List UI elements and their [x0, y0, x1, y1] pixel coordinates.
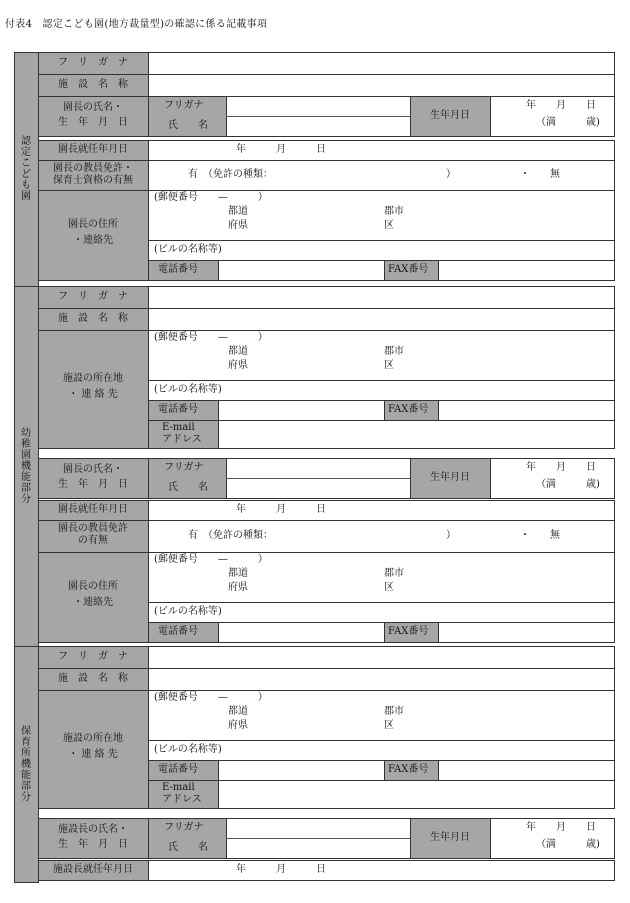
form-label: 有 （免許の種類： [188, 530, 273, 541]
form-label: アドレス [162, 434, 202, 445]
form-label: フ リ ガ ナ [58, 291, 128, 302]
form-label: 施設長の氏名・ [58, 824, 128, 835]
form-label: 電話番号 [158, 264, 198, 275]
form-label: ） [446, 169, 456, 180]
form-label: 郡市 [384, 706, 404, 717]
form-label: 園長の教員免許・ [53, 163, 133, 174]
form-label: フ リ ガ ナ [58, 651, 128, 662]
form-label: ・連絡先 [73, 597, 113, 608]
facility-name-input[interactable] [148, 308, 615, 331]
form-label: 年 月 日 [526, 462, 596, 473]
form-label: 施設の所在地 [63, 733, 123, 744]
form-label: 生年月日 [430, 110, 470, 121]
form-label: (郵便番号 — ） [154, 554, 268, 565]
form-label: 施設の所在地 [63, 373, 123, 384]
form-label: 生 年 月 日 [58, 479, 128, 490]
furigana-input[interactable] [148, 286, 615, 309]
form-label: 園長の氏名・ [63, 464, 123, 475]
form-label: ・ 連 絡 先 [68, 389, 118, 400]
form-label: フリガナ [164, 822, 204, 833]
form-label: 郡市 [384, 568, 404, 579]
form-label: 施 設 名 称 [58, 313, 128, 324]
form-label: 都道 [228, 206, 248, 217]
form-label: (ビルの名称等) [154, 244, 222, 255]
form-label: 保育士資格の有無 [53, 175, 133, 186]
phone-input[interactable] [218, 400, 385, 421]
fax-input[interactable] [438, 260, 615, 281]
form-label: 生年月日 [430, 472, 470, 483]
form-label: FAX番号 [388, 626, 429, 637]
divider-line [226, 116, 410, 117]
form-label: 生年月日 [430, 832, 470, 843]
divider-line [226, 478, 410, 479]
form-label: 郡市 [384, 346, 404, 357]
section-kindergarten-label: 幼稚園機能部分 [21, 427, 31, 505]
phone-input[interactable] [218, 760, 385, 781]
form-label: 電話番号 [158, 626, 198, 637]
form-label: 施 設 名 称 [58, 673, 128, 684]
form-label: 府県 [228, 582, 248, 593]
form-label: ・ 無 [520, 169, 560, 180]
phone-input[interactable] [218, 260, 385, 281]
form-label: (郵便番号 — ） [154, 192, 268, 203]
email-input[interactable] [218, 420, 615, 449]
appointed-date-input[interactable] [148, 140, 615, 161]
form-label: 年 月 日 [236, 504, 326, 515]
form-label: 都道 [228, 568, 248, 579]
form-label: (郵便番号 — ） [154, 332, 268, 343]
form-label: 区 [384, 720, 394, 731]
form-label: (ビルの名称等) [154, 384, 222, 395]
form-label: （満 歳) [536, 117, 600, 128]
form-label: E-mail [162, 422, 195, 433]
form-label: 年 月 日 [236, 144, 326, 155]
form-label: 電話番号 [158, 404, 198, 415]
form-label: 有 （免許の種類： [188, 169, 273, 180]
form-label: 区 [384, 360, 394, 371]
furigana-input[interactable] [148, 52, 615, 75]
form-label: フリガナ [164, 100, 204, 111]
form-label: ・ 無 [520, 530, 560, 541]
form-label: 生 年 月 日 [58, 839, 128, 850]
form-label: 府県 [228, 360, 248, 371]
form-label: FAX番号 [388, 764, 429, 775]
form-label: 郡市 [384, 206, 404, 217]
form-label: 施 設 名 称 [58, 79, 128, 90]
section-nursery-label: 保育所機能部分 [21, 725, 31, 803]
form-label: 区 [384, 582, 394, 593]
form-label: 年 月 日 [526, 100, 596, 111]
form-label: の有無 [78, 535, 108, 546]
appointed-date-input[interactable] [148, 500, 615, 521]
form-label: 区 [384, 220, 394, 231]
form-label: FAX番号 [388, 404, 429, 415]
form-label: 園長の住所 [68, 581, 118, 592]
facility-name-input[interactable] [148, 74, 615, 97]
form-label: 府県 [228, 220, 248, 231]
furigana-input[interactable] [148, 646, 615, 669]
appointed-date-input[interactable] [148, 860, 615, 881]
form-label: 電話番号 [158, 764, 198, 775]
form-label: 府県 [228, 720, 248, 731]
form-label: 施設長就任年月日 [53, 864, 133, 875]
form-label: ） [446, 530, 456, 541]
form-label: 園長の教員免許 [58, 523, 128, 534]
form-label: 園長の氏名・ [63, 102, 123, 113]
form-label: (郵便番号 — ） [154, 692, 268, 703]
form-label: 年 月 日 [526, 822, 596, 833]
phone-input[interactable] [218, 622, 385, 643]
email-input[interactable] [218, 780, 615, 809]
form-label: 氏 名 [168, 120, 208, 131]
form-label: 園長就任年月日 [58, 504, 128, 515]
form-label: アドレス [162, 794, 202, 805]
form-label: フ リ ガ ナ [58, 57, 128, 68]
form-label: ・連絡先 [73, 235, 113, 246]
fax-input[interactable] [438, 400, 615, 421]
form-label: 年 月 日 [236, 864, 326, 875]
form-label: 園長就任年月日 [58, 144, 128, 155]
form-label: フリガナ [164, 462, 204, 473]
form-label: 都道 [228, 706, 248, 717]
form-label: (ビルの名称等) [154, 606, 222, 617]
form-label: ・ 連 絡 先 [68, 749, 118, 760]
form-label: 氏 名 [168, 842, 208, 853]
form-label: （満 歳) [536, 479, 600, 490]
fax-input[interactable] [438, 622, 615, 643]
form-label: FAX番号 [388, 264, 429, 275]
section-nintei-kodomoen-label: 認定こども園 [21, 136, 31, 202]
form-label: (ビルの名称等) [154, 744, 222, 755]
form-label: 都道 [228, 346, 248, 357]
divider-line [226, 838, 410, 839]
form-label: E-mail [162, 782, 195, 793]
fax-input[interactable] [438, 760, 615, 781]
form-label: （満 歳) [536, 839, 600, 850]
form-label: 園長の住所 [68, 219, 118, 230]
form-label: 生 年 月 日 [58, 117, 128, 128]
form-label: 氏 名 [168, 482, 208, 493]
facility-name-input[interactable] [148, 668, 615, 691]
document-title: 付表4 認定こども園(地方裁量型)の確認に係る記載事項 [5, 19, 268, 30]
